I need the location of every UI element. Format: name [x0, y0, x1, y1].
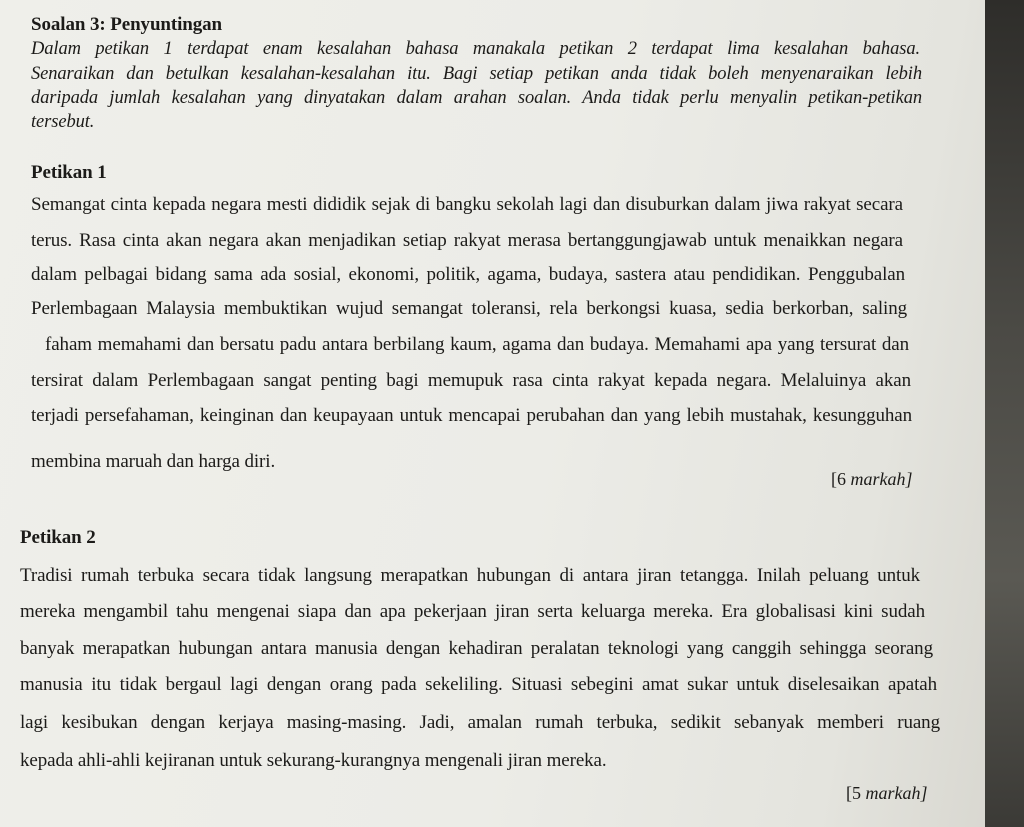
- passage-1-line: terjadi persefahaman, keinginan dan keupayaan untuk mencapai perubahan dan yang lebih mustahak, kesungguhan: [31, 405, 912, 426]
- passage-2-line: lagi kesibukan dengan kerjaya masing-masing. Jadi, amalan rumah terbuka, sedikit sebanyak memberi ruang: [20, 712, 940, 733]
- passage-2-line: banyak merapatkan hubungan antara manusia dengan kehadiran peralatan teknologi yang canggih sehingga seorang: [20, 638, 933, 659]
- passage-1-line: tersirat dalam Perlembagaan sangat penting bagi memupuk rasa cinta rakyat kepada negara. Melaluinya akan: [31, 370, 911, 391]
- background-edge: [985, 0, 1024, 827]
- passage-1-line: dalam pelbagai bidang sama ada sosial, ekonomi, politik, agama, budaya, sastera atau pendidikan. Penggubalan: [31, 264, 905, 285]
- instruction-line: tersebut.: [31, 112, 95, 132]
- passage-1-line: terus. Rasa cinta akan negara akan menjadikan setiap rakyat merasa bertanggungjawab untuk menaikkan negara: [31, 230, 903, 251]
- marks-label: markah]: [850, 469, 913, 489]
- passage-2-line: mereka mengambil tahu mengenai siapa dan apa pekerjaan jiran serta keluarga mereka. Era globalisasi kini sudah: [20, 601, 925, 622]
- instruction-line: Senaraikan dan betulkan kesalahan-kesalahan itu. Bagi setiap petikan anda tidak boleh menyenaraikan lebih: [31, 64, 922, 84]
- passage-2-title: Petikan 2: [20, 527, 96, 548]
- passage-1-line: Perlembagaan Malaysia membuktikan wujud semangat toleransi, rela berkongsi kuasa, sedia berkorban, saling: [31, 298, 907, 319]
- marks-number: [6: [831, 469, 846, 489]
- question-heading: Soalan 3: Penyuntingan: [31, 14, 223, 35]
- passage-2-line: manusia itu tidak bergaul lagi dengan orang pada sekeliling. Situasi sebegini amat sukar untuk diselesaikan apatah: [20, 674, 937, 695]
- instruction-line: daripada jumlah kesalahan yang dinyatakan dalam arahan soalan. Anda tidak perlu menyalin petikan-petikan: [31, 88, 922, 108]
- passage-2-marks: [846, 783, 928, 804]
- passage-2-line: kepada ahli-ahli kejiranan untuk sekurang-kurangnya mengenali jiran mereka.: [20, 750, 607, 771]
- passage-1-title: Petikan 1: [31, 162, 107, 183]
- marks-label: markah]: [865, 783, 928, 803]
- passage-1-line: faham memahami dan bersatu padu antara berbilang kaum, agama dan budaya. Memahami apa yang tersurat dan: [45, 334, 909, 355]
- passage-1-marks: [831, 469, 913, 490]
- marks-number: [5: [846, 783, 861, 803]
- instruction-line: Dalam petikan 1 terdapat enam kesalahan bahasa manakala petikan 2 terdapat lima kesalahan bahasa.: [31, 39, 920, 59]
- passage-1-line: Semangat cinta kepada negara mesti dididik sejak di bangku sekolah lagi dan disuburkan dalam jiwa rakyat secara: [31, 194, 903, 215]
- passage-2-line: Tradisi rumah terbuka secara tidak langsung merapatkan hubungan di antara jiran tetangga. Inilah peluang untuk: [20, 565, 920, 586]
- passage-1-line: membina maruah dan harga diri.: [31, 451, 276, 472]
